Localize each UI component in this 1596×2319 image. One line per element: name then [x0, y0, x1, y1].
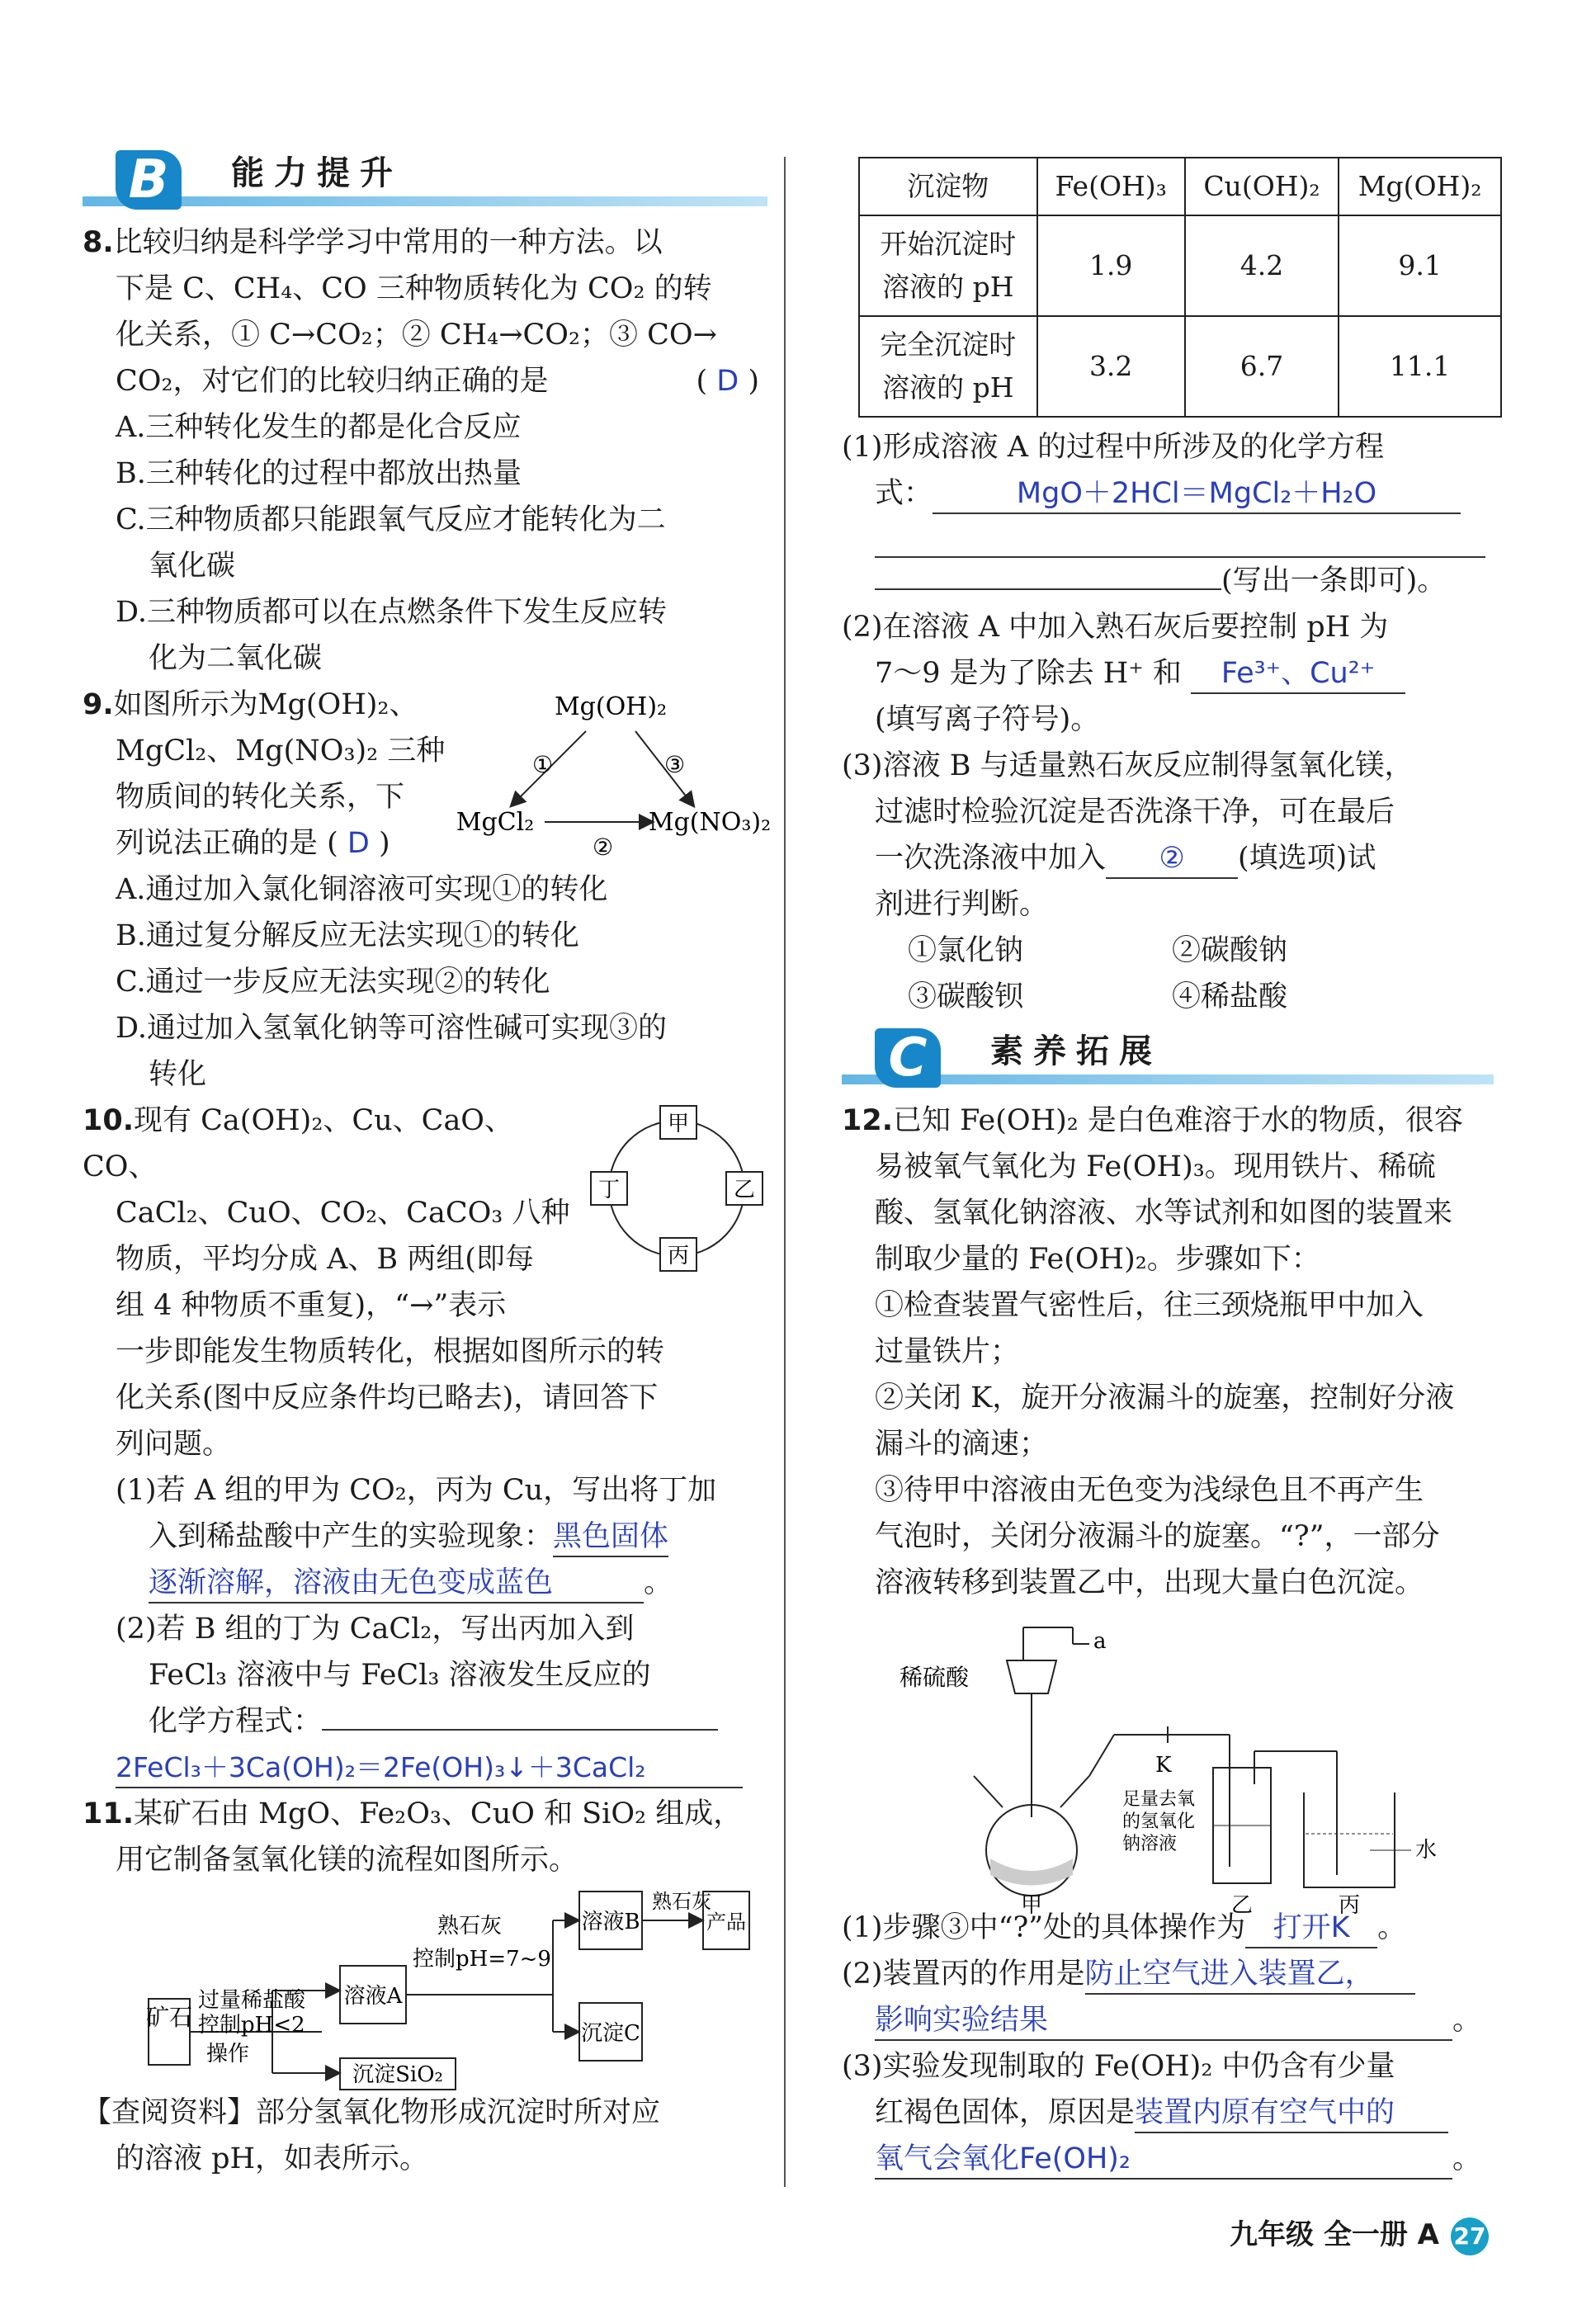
- table-header: Fe(OH)₃: [1037, 158, 1185, 215]
- table-cell: 6.7: [1185, 316, 1339, 417]
- question-8: [83, 220, 767, 682]
- sub-question-1-tail: (写出一条即可)。: [842, 558, 1494, 604]
- label-water: 水: [1415, 1838, 1438, 1863]
- step-2-cont: 漏斗的滴速；: [875, 1428, 1049, 1461]
- table-cell: 4.2: [1185, 215, 1339, 316]
- option-a: A.通过加入氯化铜溶液可实现①的转化: [116, 873, 608, 906]
- table-cell: 完全沉淀时 溶液的 pH: [859, 316, 1037, 417]
- question-text: 列说法正确的是 ( D ): [116, 827, 390, 860]
- node-mgoh2: Mg(OH)₂: [554, 692, 668, 721]
- label-a: a: [1093, 1629, 1107, 1654]
- label-bing: 丙: [1338, 1893, 1361, 1918]
- table-header: 沉淀物: [859, 158, 1037, 215]
- question-text: 现有 Ca(OH)₂、Cu、CaO、CO、: [83, 1104, 514, 1183]
- reagent-options: [842, 928, 1494, 974]
- sub-question-3-cont: 红褐色固体，原因是装置内原有空气中的: [842, 2090, 1494, 2136]
- section-bar: [83, 196, 767, 206]
- table-cell: 3.2: [1037, 316, 1185, 417]
- question-text: CO₂，对它们的比较归纳正确的是 ( D ): [116, 365, 759, 398]
- answer-equation: 2FeCl₃＋3Ca(OH)₂＝2Fe(OH)₃↓＋3CaCl₂: [116, 1749, 743, 1788]
- question-number: 11.: [83, 1797, 135, 1830]
- label-naoh: 钠溶液: [1122, 1834, 1178, 1854]
- sub-question-2: (2)若 B 组的丁为 CaCl₂，写出丙加入到: [116, 1613, 635, 1646]
- choice-2: ②碳酸钠: [1172, 934, 1288, 967]
- question-9: [83, 682, 772, 1098]
- option-d: D.通过加入氢氧化钠等可溶性碱可实现③的: [116, 1012, 667, 1045]
- table-header: Mg(OH)₂: [1339, 158, 1501, 215]
- question-text: 比较归纳是科学学习中常用的一种方法。以: [113, 226, 663, 259]
- column-divider: [784, 157, 786, 2187]
- question-text: 化关系(图中反应条件均已略去)，请回答下: [116, 1381, 659, 1415]
- step2-condition: 控制pH=7~9: [413, 1947, 551, 1972]
- label-2: ②: [593, 834, 614, 861]
- page-footer: [1230, 2212, 1489, 2258]
- step1-operation: 操作: [206, 2042, 250, 2066]
- product: 产品: [706, 1910, 746, 1934]
- label-k: K: [1155, 1753, 1172, 1778]
- node-mgcl2: MgCl₂: [456, 808, 535, 837]
- sub-question-3-tail: 剂进行判断。: [875, 888, 1049, 921]
- sub-question-3-cont: 一次洗涤液中加入 ② (填选项)试: [842, 835, 1494, 881]
- option-d-cont: 转化: [149, 1058, 207, 1091]
- node-ding: 丁: [597, 1178, 621, 1202]
- node-yi: 乙: [733, 1178, 756, 1202]
- question-text: 易被氧气氧化为 Fe(OH)₃。现用铁片、稀硫: [875, 1150, 1436, 1183]
- question-text: CaCl₂、CuO、CO₂、CaCO₃ 八种: [116, 1197, 570, 1230]
- reference-info-cont: 的溶液 pH，如表所示。: [116, 2142, 429, 2175]
- step1-reagent: 过量稀盐酸: [198, 1988, 306, 2013]
- question-text: 酸、氢氧化钠溶液、水等试剂和如图的装置来: [875, 1197, 1453, 1230]
- answer-line: 影响实验结果: [875, 2001, 1452, 2041]
- step-3-cont: 溶液转移到装置乙中，出现大量白色沉淀。: [875, 1566, 1424, 1599]
- step-1: ①检查装置气密性后，往三颈烧瓶甲中加入: [875, 1289, 1424, 1322]
- sub-question-2-cont: 化学方程式：: [83, 1698, 767, 1745]
- label-yi: 乙: [1230, 1893, 1254, 1918]
- question-text: 制取少量的 Fe(OH)₂。步骤如下：: [875, 1243, 1320, 1276]
- sub-question-2-ans: 影响实验结果 。: [842, 1997, 1494, 2043]
- sub-question-1-ans: 逐渐溶解，溶液由无色变成蓝色 。: [83, 1560, 767, 1606]
- step-3-cont: 气泡时，关闭分液漏斗的旋塞。“?”，一部分: [875, 1520, 1440, 1553]
- question-number: 12.: [842, 1104, 894, 1137]
- answer-choice: D: [716, 365, 739, 398]
- solution-a: 溶液A: [343, 1984, 403, 2009]
- option-c-cont: 氧化碳: [149, 550, 236, 583]
- option-c: C.三种物质都只能跟氧气反应才能转化为二: [116, 503, 666, 536]
- label-naoh: 足量去氧: [1122, 1789, 1196, 1810]
- label-1: ①: [532, 751, 554, 778]
- table-row: [859, 316, 1501, 417]
- sub-question-3-cont: 过滤时检验沉淀是否洗涤干净，可在最后: [875, 796, 1395, 829]
- step1-condition: 控制pH<2: [198, 2013, 305, 2038]
- sub-question-1-cont: 入到稀盐酸中产生的实验现象：黑色固体: [83, 1514, 767, 1560]
- table-cell: 1.9: [1037, 215, 1185, 316]
- step3-reagent: 熟石灰: [652, 1890, 711, 1913]
- section-c-header: [842, 1027, 1494, 1093]
- option-d: D.三种物质都可以在点燃条件下发生反应转: [116, 596, 667, 629]
- question-text: 某矿石由 MgO、Fe₂O₃、CuO 和 SiO₂ 组成，: [134, 1797, 743, 1830]
- option-d-cont: 化为二氧化碳: [149, 642, 323, 675]
- sub-question-2: (2)装置丙的作用是防止空气进入装置乙，: [842, 1951, 1494, 1997]
- question-text: 下是 C、CH₄、CO 三种物质转化为 CO₂ 的转: [116, 272, 712, 305]
- step-2: ②关闭 K，旋开分液漏斗的旋塞，控制好分液: [875, 1381, 1455, 1415]
- left-column: [83, 149, 772, 2182]
- node-bing: 丙: [667, 1244, 690, 1268]
- step-1-cont: 过量铁片；: [875, 1335, 1020, 1368]
- page-number: 27: [1451, 2217, 1489, 2255]
- option-c: C.通过一步反应无法实现②的转化: [116, 966, 550, 999]
- sub-question-2-tail: (填写离子符号)。: [875, 703, 1100, 736]
- process-flow-diagram: [83, 1883, 767, 2090]
- answer-line: 防止空气进入装置乙，: [1085, 1955, 1415, 1995]
- section-badge: C: [875, 1028, 941, 1088]
- precipitate-sio2: 沉淀SiO₂: [352, 2062, 443, 2087]
- table-cell: 11.1: [1339, 316, 1501, 417]
- sub-question-1: (1)步骤③中“?”处的具体操作为 打开K 。: [842, 1905, 1494, 1951]
- right-column: [842, 157, 1494, 2182]
- sub-question-2: (2)在溶液 A 中加入熟石灰后要控制 pH 为: [842, 611, 1389, 644]
- question-text: 如图所示为Mg(OH)₂、: [113, 688, 418, 721]
- table-header: Cu(OH)₂: [1185, 158, 1339, 215]
- option-a: A.三种转化发生的都是化合反应: [116, 411, 522, 444]
- ore-label: 矿石: [145, 2004, 193, 2031]
- question-number: 10.: [83, 1104, 135, 1137]
- conversion-triangle-diagram: [454, 682, 772, 863]
- reagent-options: [842, 974, 1494, 1020]
- sub-question-2-cont: FeCl₃ 溶液中与 FeCl₃ 溶液发生反应的: [149, 1659, 651, 1692]
- answer-line: 装置内原有空气中的: [1135, 2094, 1448, 2133]
- question-number: 8.: [83, 226, 114, 259]
- question-11: [83, 1791, 767, 2182]
- step-3: ③待甲中溶液由无色变为浅绿色且不再产生: [875, 1474, 1424, 1507]
- section-b-header: [83, 149, 767, 215]
- sub-question-3: (3)溶液 B 与适量熟石灰反应制得氢氧化镁，: [842, 749, 1414, 782]
- table-row: [859, 215, 1501, 316]
- table-cell: 9.1: [1339, 215, 1501, 316]
- sub-question-3: (3)实验发现制取的 Fe(OH)₂ 中仍含有少量: [842, 2050, 1395, 2083]
- answer-ions: Fe³⁺、Cu²⁺: [1191, 654, 1405, 694]
- precipitate-c: 沉淀C: [581, 2021, 640, 2046]
- question-text: 用它制备氢氧化镁的流程如图所示。: [116, 1844, 578, 1877]
- answer-equation: MgO＋2HCl＝MgCl₂＋H₂O: [933, 475, 1461, 514]
- sub-question-2-cont: 7～9 是为了除去 H⁺ 和 Fe³⁺、Cu²⁺: [842, 650, 1494, 697]
- question-text: 一步即能发生物质转化，根据如图所示的转: [116, 1335, 665, 1368]
- footer-text: 九年级 全一册 A: [1230, 2218, 1439, 2251]
- question-text: 组 4 种物质不重复)，“→”表示: [116, 1289, 507, 1322]
- choice-3: ③碳酸钡: [908, 980, 1024, 1013]
- answer-option: ②: [1106, 839, 1238, 879]
- ph-table: [858, 157, 1502, 418]
- answer-choice: D: [347, 827, 370, 860]
- question-text: 化关系，① C→CO₂；② CH₄→CO₂；③ CO→: [116, 319, 717, 352]
- apparatus-diagram: [842, 1611, 1494, 1918]
- label-3: ③: [664, 751, 686, 778]
- sub-question-3-ans: 氧气会氧化Fe(OH)₂ 。: [842, 2136, 1494, 2182]
- table-header-row: [859, 158, 1501, 215]
- question-12: [842, 1098, 1494, 2182]
- question-number: 9.: [83, 688, 114, 721]
- question-text: 物质，平均分成 A、B 两组(即每: [116, 1243, 534, 1276]
- answer-blank: [875, 517, 1485, 558]
- question-text: MgCl₂、Mg(NO₃)₂ 三种: [116, 734, 446, 767]
- option-b: B.通过复分解反应无法实现①的转化: [116, 919, 579, 952]
- sub-question-1: (1)若 A 组的甲为 CO₂，丙为 Cu，写出将丁加: [116, 1474, 717, 1507]
- label-dilute-sulfuric-acid: 稀硫酸: [900, 1664, 970, 1691]
- choice-1: ①氯化钠: [908, 934, 1024, 967]
- label-naoh: 的氢氧化: [1122, 1811, 1196, 1832]
- table-cell: 开始沉淀时 溶液的 pH: [859, 215, 1037, 316]
- reference-info: 【查阅资料】部分氢氧化物形成沉淀时所对应: [83, 2096, 661, 2129]
- question-text: 物质间的转化关系，下: [116, 781, 405, 814]
- label-jia: 甲: [1020, 1893, 1043, 1918]
- option-b: B.三种转化的过程中都放出热量: [116, 457, 522, 490]
- answer-line: 氧气会氧化Fe(OH)₂: [875, 2140, 1452, 2180]
- question-10: [83, 1098, 767, 1791]
- section-title: 素养拓展: [990, 1032, 1162, 1070]
- answer-line: 黑色固体: [553, 1518, 668, 1557]
- sub-question-1-cont: 式： MgO＋2HCl＝MgCl₂＋H₂O: [842, 470, 1494, 517]
- question-11-subs: [842, 424, 1494, 1020]
- node-mgno32: Mg(NO₃)₂: [648, 808, 772, 837]
- step2-reagent: 熟石灰: [437, 1914, 503, 1939]
- question-text: 已知 Fe(OH)₂ 是白色难溶于水的物质，很容: [893, 1104, 1463, 1137]
- answer-line: 逐渐溶解，溶液由无色变成蓝色: [149, 1564, 644, 1603]
- section-badge: B: [116, 150, 182, 210]
- sub-question-2-ans: [83, 1745, 767, 1791]
- choice-4: ④稀盐酸: [1172, 980, 1288, 1013]
- sub-question-1: (1)形成溶液 A 的过程中所涉及的化学方程: [842, 431, 1385, 464]
- section-title: 能力提升: [231, 154, 403, 192]
- answer-operation: 打开K: [1245, 1909, 1377, 1948]
- cycle-diagram: [586, 1098, 767, 1279]
- node-jia: 甲: [667, 1112, 690, 1136]
- question-text: 列问题。: [116, 1428, 232, 1461]
- solution-b: 溶液B: [581, 1910, 640, 1934]
